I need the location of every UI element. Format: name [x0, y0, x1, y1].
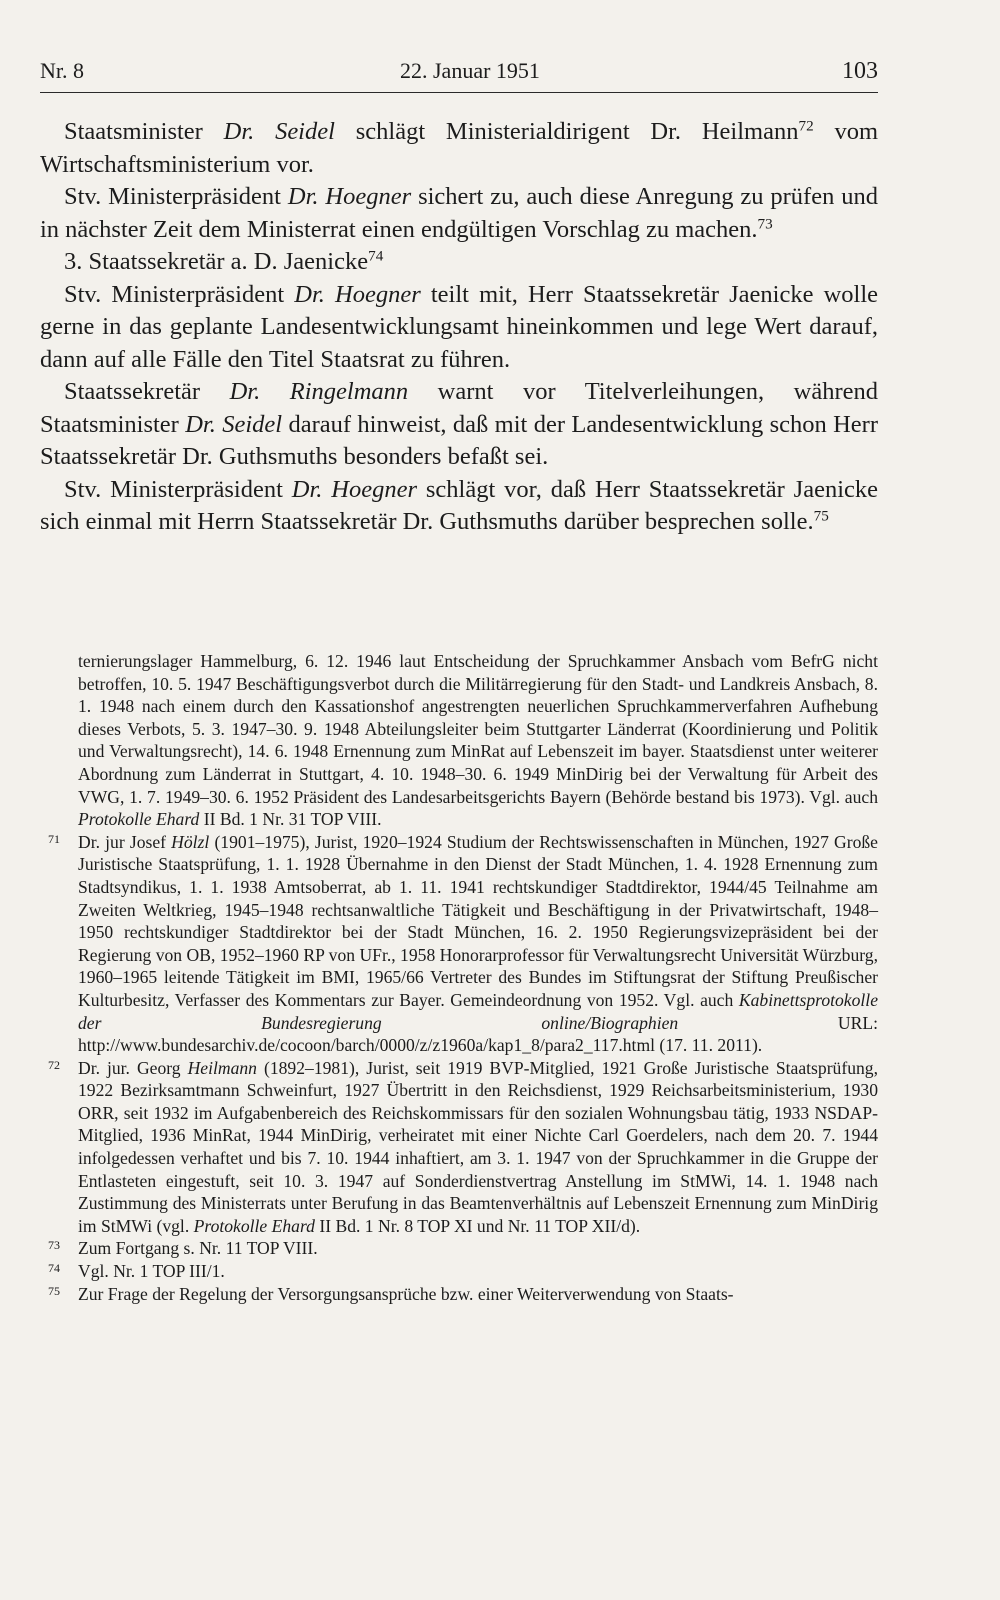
issue-date: 22. Januar 1951	[400, 58, 540, 83]
footnote-74: 74 Vgl. Nr. 1 TOP III/1.	[40, 1260, 878, 1283]
footnote-75: 75 Zur Frage der Regelung der Versorgungsansprüche bzw. einer Weiterverwendung von Staats-	[40, 1283, 878, 1306]
footnote-number: 74	[48, 1261, 60, 1276]
paragraph: Stv. Ministerpräsident Dr. Hoegner sichert zu, auch diese Anregung zu prüfen und in nächster Zeit dem Ministerrat einen endgültigen Vorschlag zu machen.$^{73}$	[40, 183, 879, 243]
footnote-number: 71	[48, 831, 60, 846]
page-number: 103	[842, 58, 878, 84]
paragraph: Staatssekretär Dr. Ringelmann warnt vor Titelverleihungen, während Staatsminister Dr. Seidel darauf hinweist, daß mit der Landesentwicklung schon Herr Staatssekretär Dr. Guthsmuths besonders befaßt sei.	[40, 378, 879, 470]
footnote-72: 72 Dr. jur. Georg Heilmann (1892–1981), Jurist, seit 1919 BVP-Mitglied, 1921 Große Juristische Staatsprüfung, 1922 Bezirksamtmann Schweinfurt, 1927 Übertritt in den Reichsdienst, 1929 Reichsarbeitsministerium, 1930 ORR, seit 1932 im Aufgabenbereich des Reichskommissars für den sozialen Wohnungsbau tätig, 1933 NSDAP-Mitglied, 1936 MinRat, 1944 MinDirig, verheiratet mit einer Nichte Carl Goerdelers, nach dem 20. 7. 1944 infolgedessen verhaftet und bis 7. 10. 1944 inhaftiert, am 3. 1. 1947 von der Spruchkammer in die Gruppe der Entlasteten eingestuft, seit 10. 3. 1947 auf Sonderdienstvertrag Anstellung im StMWi, 14. 1. 1948 nach Zustimmung des Ministerrats unter Berufung in das Beamtenverhältnis auf Lebenszeit Ernennung zum MinDirig im StMWi (vgl. Protokolle Ehard II Bd. 1 Nr. 8 TOP XI und Nr. 11 TOP XII/d).	[40, 1057, 878, 1238]
footnote-ref: 75	[813, 507, 829, 525]
paragraph: Staatsminister Dr. Seidel schlägt Ministerialdirigent Dr. Heilmann$^{72}$ vom Wirtschaftsministerium vor.	[40, 117, 879, 178]
page-header	[40, 52, 878, 93]
paragraph: Stv. Ministerpräsident Dr. Hoegner teilt mit, Herr Staatssekretär Jaenicke wolle gerne in das geplante Landesentwicklungsamt hineinkommen und lege Wert darauf, dann auf alle Fälle den Titel Staatsrat zu führen.	[40, 280, 879, 373]
footnotes	[40, 650, 878, 1305]
footnote-71: 71 Dr. jur Josef Hölzl (1901–1975), Jurist, 1920–1924 Studium der Rechtswissenschaften in München, 1927 Große Juristische Staatsprüfung, 1. 1. 1928 Übernahme in den Dienst der Stadt München, 1. 4. 1928 Ernennung zum Stadtsyndikus, 1. 1. 1938 Amtsoberrat, ab 1. 11. 1941 rechtskundiger Stadtdirektor, 1944/45 Teilnahme am Zweiten Weltkrieg, 1945–1948 rechtsanwaltliche Tätigkeit und Beschäftigung in der Privatwirtschaft, 1948–1950 rechtskundiger Stadtdirektor bei der Stadt München, 16. 2. 1950 Regierungsvizepräsident bei der Regierung von OB, 1952–1960 RP von UFr., 1958 Honorarprofessor für Verwaltungsrecht Universität Würzburg, 1960–1965 leitende Tätigkeit im BMI, 1965/66 Vertreter des Bundes im Stiftungsrat der Stiftung Preußischer Kulturbesitz, Verfasser des Kommentars zur Bayer. Gemeindeordnung von 1952. Vgl. auch Kabinettsprotokolle der Bundesregierung online/Biographien URL: http://www.bundesarchiv.de/cocoon/barch/0000/z/z1960a/kap1_8/para2_117.html (17. 11. 2011).	[40, 831, 878, 1057]
footnote-continuation: ternierungslager Hammelburg, 6. 12. 1946 laut Entscheidung der Spruchkammer Ansbach vom BefrG nicht betroffen, 10. 5. 1947 Beschäftigungsverbot durch die Militärregierung für den Stadt- und Landkreis Ansbach, 8. 1. 1948 nach einem durch den Kassationshof angestrengten neuerlichen Spruchkammerverfahren Aufhebung dieses Verbots, 5. 3. 1947–30. 9. 1948 Abteilungsleiter beim Stuttgarter Länderrat (Koordinierung und Politik und Verwaltungsrecht), 14. 6. 1948 Ernennung zum MinRat auf Lebenszeit im bayer. Staatsdienst unter weiterer Abordnung zum Länderrat in Stuttgart, 4. 10. 1948–30. 6. 1949 MinDirig bei der Verwaltung für Arbeit des VWG, 1. 7. 1949–30. 6. 1952 Präsident des Landesarbeitsgerichts Bayern (Behörde bestand bis 1973). Vgl. auch Protokolle Ehard II Bd. 1 Nr. 31 TOP VIII.	[78, 651, 878, 830]
footnote-ref: 72	[798, 117, 814, 135]
issue-number: Nr. 8	[40, 58, 84, 83]
footnote-number: 75	[48, 1283, 60, 1298]
footnote-ref: 73	[757, 215, 773, 233]
footnote-number: 73	[48, 1238, 60, 1253]
footnote-73: 73 Zum Fortgang s. Nr. 11 TOP VIII.	[40, 1237, 878, 1260]
footnote-number: 72	[48, 1057, 60, 1072]
footnote-ref: 74	[368, 247, 384, 265]
main-text	[40, 116, 878, 539]
paragraph: Stv. Ministerpräsident Dr. Hoegner schlägt vor, daß Herr Staatssekretär Jaenicke sich einmal mit Herrn Staatssekretär Dr. Guthsmuths darüber besprechen solle.$^{75}$	[40, 475, 878, 535]
section-heading: 3. Staatssekretär a. D. Jaenicke$^{74}$	[64, 247, 384, 275]
